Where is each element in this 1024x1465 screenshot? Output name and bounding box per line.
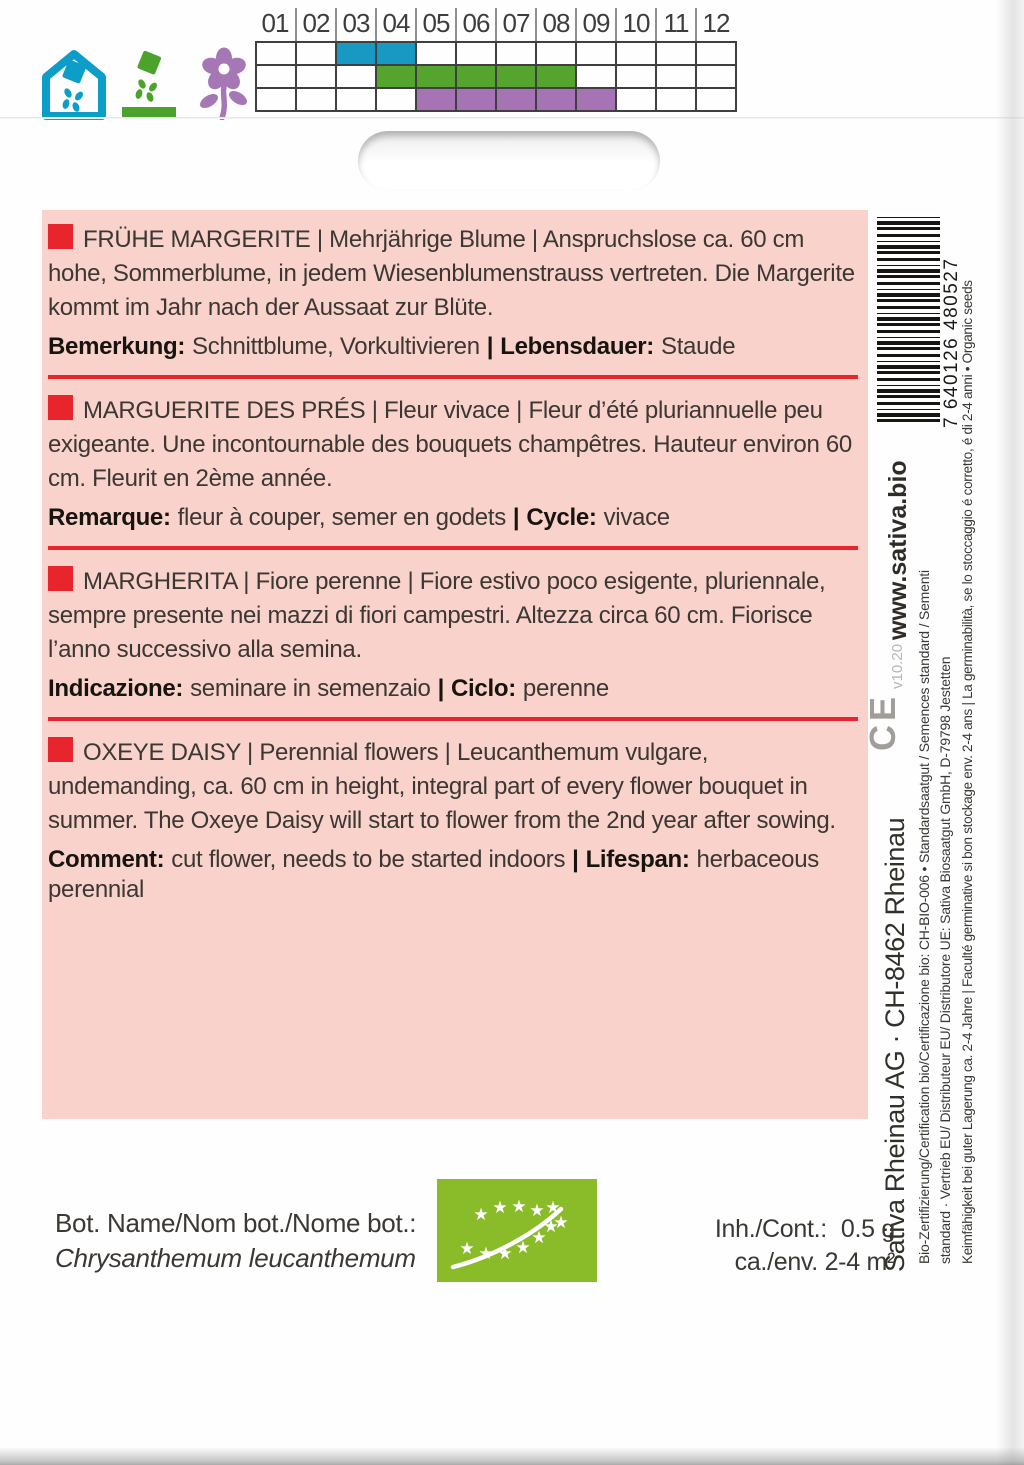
content-coverage-line: ca./env. 2-4 m² [734,1248,895,1276]
botanical-name-value: Chrysanthemum leucanthemum [55,1243,416,1273]
section-de-note: Bemerkung: Schnittblume, Vorkultivieren | Lebensdauer: Staude [48,333,736,360]
calendar-cell [417,43,457,66]
svg-text:★: ★ [515,1238,531,1258]
calendar-cell-filled [577,89,617,112]
sowing-calendar [255,8,737,112]
calendar-cell-filled [337,43,377,66]
calendar-cell [577,43,617,66]
calendar-cell [297,43,337,66]
red-divider [48,375,858,379]
svg-text:★: ★ [473,1205,489,1225]
red-square-bullet [48,566,73,591]
germination-line: Keimfähigkeit bei guter Lagerung ca. 2-4 Jahre | Faculté germinative si bon stockage env. 2-4 ans | La germinabilità, se lo stoccaggio é corretto, é di 2-4 anni • Organic seeds [960,280,975,1264]
calendar-cell [257,43,297,66]
calendar-cell-filled [497,66,537,89]
calendar-cell-filled [417,66,457,89]
section-en-body: OXEYE DAISY | Perennial flowers | Leucanthemum vulgare, undemanding, ca. 60 cm in height, integral part of every flower bouquet in summer. The Oxeye Daisy will start to flower from the 2nd year after sowing. [48,739,836,834]
svg-text:★: ★ [545,1198,561,1218]
calendar-cell [497,43,537,66]
description-block [42,210,868,1119]
flowering-icon [192,46,256,120]
calendar-cell [257,66,297,89]
calendar-row-direct-sowing [257,66,737,89]
eu-organic-leaf-logo [437,1179,597,1287]
calendar-month-label: 10 [615,8,655,41]
calendar-cell [657,43,697,66]
calendar-cell [697,89,737,112]
svg-text:★: ★ [497,1244,513,1264]
calendar-cell [697,66,737,89]
page-edge-shadow-bottom [0,1447,1024,1465]
sowing-pictograms [42,46,256,120]
calendar-cell [297,89,337,112]
botanical-name-label: Bot. Name/Nom bot./Nome bot.: [55,1208,417,1238]
barcode [877,213,940,422]
calendar-month-label: 07 [495,8,535,41]
red-square-bullet [48,395,73,420]
calendar-month-label: 05 [415,8,455,41]
calendar-month-label: 04 [375,8,415,41]
fold-crease [0,117,1024,119]
barcode-number: 7 640126 480527 [941,257,962,428]
section-fr-body: MARGUERITE DES PRÉS | Fleur vivace | Fleur d’été pluriannuelle peu exigeante. Une incontournable des bouquets champêtres. Hauteur environ 60 cm. Fleurit en 2ème année. [48,397,852,492]
calendar-month-label: 08 [535,8,575,41]
section-en-note: Comment: cut flower, needs to be started indoors | Lifespan: herbaceous perennial [48,846,819,903]
calendar-month-label: 11 [655,8,695,41]
calendar-cell [577,66,617,89]
svg-text:★: ★ [478,1244,494,1264]
calendar-cell-filled [457,89,497,112]
botanical-name-block [55,1206,416,1276]
calendar-cell [377,89,417,112]
calendar-cell [617,66,657,89]
svg-text:★: ★ [459,1239,475,1259]
calendar-row-indoor-sowing [257,43,737,66]
calendar-cell-filled [377,66,417,89]
calendar-month-label: 02 [295,8,335,41]
section-de-body: FRÜHE MARGERITE | Mehrjährige Blume | Anspruchslose ca. 60 cm hohe, Sommerblume, in jedem Wiesenblumenstrauss vertreten. Die Margerite kommt im Jahr nach der Aussaat zur Blüte. [48,226,855,321]
direct-sowing-icon [121,50,177,120]
content-amount-line: Inh./Cont.: 0.5 g [714,1215,895,1243]
red-divider [48,717,858,721]
calendar-month-label: 12 [695,8,735,41]
distribution-line: standard · Vertrieb EU/ Distributeur EU/ Distributore UE: Sativa Biosaatgut GmbH, D-79798 Jestetten [937,656,953,1264]
ce-mark: CE [862,692,903,751]
calendar-cell [537,43,577,66]
calendar-cell-filled [537,66,577,89]
svg-text:★: ★ [511,1197,527,1217]
calendar-month-header [255,8,737,41]
section-it-note: Indicazione: seminare in semenzaio | Ciclo: perenne [48,675,609,702]
calendar-cell-filled [497,89,537,112]
calendar-cell [657,66,697,89]
red-square-bullet [48,224,73,249]
euro-hang-hole [358,131,660,191]
red-divider [48,546,858,550]
svg-text:★: ★ [553,1213,569,1233]
company-address: Sativa Rheinau AG · CH-8462 Rheinau [880,817,910,1272]
section-fr-note: Remarque: fleur à couper, semer en godets | Cycle: vivace [48,504,670,531]
calendar-month-label: 09 [575,8,615,41]
content-info [715,1213,895,1279]
calendar-cell [697,43,737,66]
calendar-cell [617,89,657,112]
svg-text:★: ★ [492,1198,508,1218]
calendar-cell-filled [457,66,497,89]
calendar-cell-filled [377,43,417,66]
calendar-row-flowering [257,89,737,112]
calendar-month-label: 06 [455,8,495,41]
calendar-cell-filled [417,89,457,112]
calendar-cell [257,89,297,112]
version-label: v10.20 [889,643,906,689]
calendar-cell [617,43,657,66]
calendar-cell [657,89,697,112]
calendar-month-label: 03 [335,8,375,41]
certification-line: Bio-Zertifizierung/Certification bio/Certificazione bio: CH-BIO-006 • Standardsaatgut / Semences standard / Sementi [916,570,932,1264]
calendar-grid [255,41,737,112]
svg-text:★: ★ [543,1217,559,1237]
calendar-cell [337,66,377,89]
calendar-cell [297,66,337,89]
svg-text:★: ★ [531,1228,547,1248]
calendar-month-label: 01 [261,8,289,38]
page-edge-shadow-right [996,0,1024,1465]
calendar-cell [337,89,377,112]
section-it-body: MARGHERITA | Fiore perenne | Fiore estivo poco esigente, pluriennale, sempre presente nei mazzi di fiori campestri. Altezza circa 60 cm. Fiorisce l’anno successivo alla semina. [48,568,826,663]
greenhouse-sowing-icon [42,50,106,120]
svg-text:★: ★ [529,1201,545,1221]
calendar-cell-filled [537,89,577,112]
website-url: www.sativa.bio [884,460,912,640]
red-square-bullet [48,737,73,762]
calendar-cell [457,43,497,66]
